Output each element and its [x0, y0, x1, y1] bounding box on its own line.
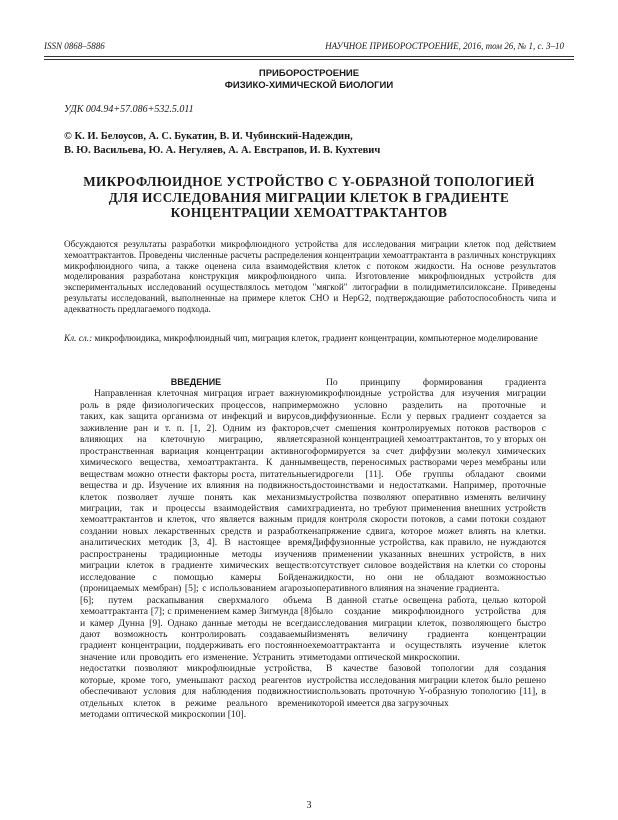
article-title [0, 174, 618, 221]
keywords-text: микрофлюидика, микрофлюидный чип, миграция клеток, градиент концентрации, компьютерное моделирование [92, 333, 538, 343]
header-rule-top [44, 56, 574, 57]
section-title-line2: ФИЗИКО-ХИМИЧЕСКОЙ БИОЛОГИИ [224, 80, 394, 91]
article-title-line3: КОНЦЕНТРАЦИИ ХЕМОАТТРАКТАНТОВ [170, 205, 448, 220]
section-title-line1: ПРИБОРОСТРОЕНИЕ [258, 68, 360, 79]
intro-paragraph-1: Направленная клеточная миграция играет важную роль в ряде физиологических процессов, например таких, как защита организма от инфекций и вирусов, заживление ран и т. п. [1, 2]. Одним из факторов, влияющих на клеточную миграцию, является пространственная вариация концентрации активного химического вещества, хемоаттрактанта. К данным веществам можно отнести факторы роста, питательные вещества и др. Изучение их влияния на подвижность клеток позволяет лучше понять как механизмы миграции, так и процессы взаимодействия самих хемоаттрактантов и клеток, что является важным при создании новых лекарственных средств и разработке аналитических методик [3, 4]. В настоящее время распространены традиционные методы изучения миграции клеток в градиенте химических веществ: исследование с помощью камеры Бойдена (проницаемых мембран) [5]; с использованием агарозы [6]; путем раскапывания сверхмалого объема хемоаттрактанта [7]; с применением камер Зигмунда [8] и камер Дунна [9]. Однако данные методы не всегда дают возможность контролировать создаваемый градиент концентрации, поддерживать его постоянное значение или проводить его изменение. Устранить эти недостатки позволяют микрофлюидные устройства, которые, кроме того, уменьшают расход реагентов и обеспечивают условия для наблюдения подвижности отдельных клеток в режиме реального времени методами оптической микроскопии [10]. [80, 388, 312, 721]
article-title-line1: МИКРОФЛЮИДНОЕ УСТРОЙСТВО С Y-ОБРАЗНОЙ ТОПОЛОГИЕЙ [83, 174, 535, 189]
issn-header: ISSN 0868–5886 [44, 41, 105, 51]
intro-paragraph-3: В данной статье освещена работа, целью которой было создание микрофлюидного устройства для исследования миграции клеток, позволяющего быстро изменять величину градиента концентрации хемоаттрактанта и осуществлять изучение клеток методами оптической микроскопии. [312, 594, 546, 663]
intro-paragraph-2: По принципу формирования градиента микрофлюидные устройства для изучения миграции можно условно разделить на проточные и диффузионные. Если у первых градиент создается за счет смешения контролируемых потоков растворов с разной концентрацией хемоаттрактантов, то у вторых он формируется за счет диффузии молекул химических веществ, переносимых растворами через мембраны или гидрогели [11]. Обе группы обладают своими достоинствами и недостатками. Например, проточные устройства позволяют оперативно изменять величину градиента, но требуют применения внешних устройств для контроля скорости потоков, а сами потоки создают напряжение сдвига, которое может влиять на клетки. Диффузионные устройства, как правило, не нуждаются в применении указанных внешних устройств, в них отсутствует силовое воздействия на клетки со стороны жидкости, но они не обладают возможностью оперативного влияния на значение градиента. [312, 377, 546, 595]
authors [64, 130, 380, 158]
header-rule-bottom [44, 59, 574, 60]
intro-heading: ВВЕДЕНИЕ [170, 377, 222, 387]
udk-code: УДК 004.94+57.086+532.5.011 [64, 104, 194, 115]
left-column [80, 377, 312, 721]
journal-header: НАУЧНОЕ ПРИБОРОСТРОЕНИЕ, 2016, том 26, № 1, с. 3–10 [325, 41, 564, 51]
authors-line2: В. Ю. Васильева, Ю. А. Негуляев, А. А. Евстрапов, И. В. Кухтевич [64, 145, 381, 156]
intro-paragraph-4: В качестве базовой топологии для создания устройства исследования миграции клеток было решено использовать проточную Y-образную топологию [11], в которой имеется два загрузочных [312, 663, 546, 709]
article-title-line2: ДЛЯ ИССЛЕДОВАНИЯ МИГРАЦИИ КЛЕТОК В ГРАДИЕНТЕ [108, 189, 510, 205]
page-number: 3 [306, 800, 312, 811]
authors-line1: © К. И. Белоусов, А. С. Букатин, В. И. Чубинский-Надеждин, [64, 131, 353, 142]
keywords [64, 333, 556, 344]
section-title [0, 68, 618, 92]
abstract: Обсуждаются результаты разработки микрофлюидного устройства для исследования миграции клеток под действием хемоаттрактантов. Проведены численные расчеты распределения концентрации хемоаттрактанта в различных конструкциях микрофлюидного чипа, а также оценена сила взаимодействия клеток с потоком жидкости. На основе результатов моделирования разработана конструкция микрофлюидного чипа. Изготовление микрофлюидных устройств для экспериментальных исследований осуществлялось методом "мягкой" литографии в полидиметилсилоксане. Приведены результаты исследований, выполненные на примере клеток CHO и HepG2, подтверждающие работоспособность чипа и адекватность предлагаемого подхода. [64, 239, 556, 314]
keywords-label: Кл. сл.: [64, 333, 93, 343]
right-column [312, 377, 546, 709]
